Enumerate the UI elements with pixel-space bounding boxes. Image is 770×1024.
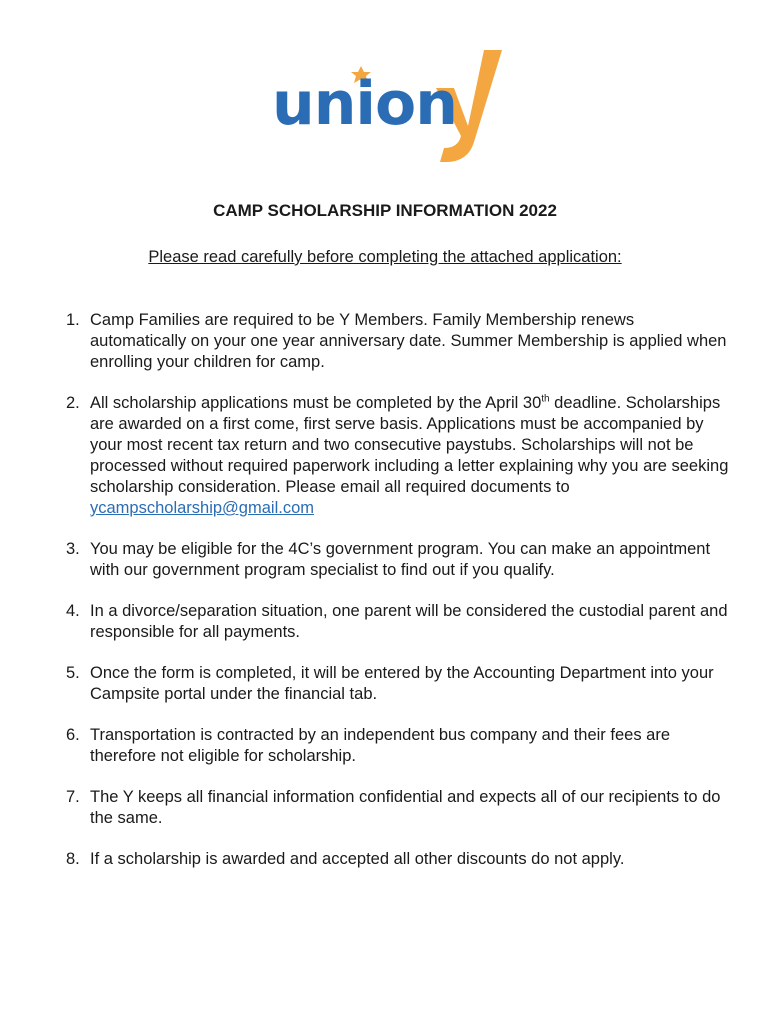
item-text: The Y keeps all financial information confidential and expects all of our recipients to do the same. [90, 788, 721, 827]
item-text: Transportation is contracted by an independent bus company and their fees are therefore not eligible for scholarship. [90, 726, 670, 765]
item-number: 4. [66, 602, 80, 620]
list-item [66, 601, 732, 643]
list-item [66, 310, 732, 373]
list-item [66, 663, 732, 705]
logo-graphic [268, 44, 508, 164]
item-text-before: All scholarship applications must be completed by the April 30 [90, 394, 542, 412]
list-item [66, 539, 732, 581]
logo-word: union [272, 69, 457, 139]
item-number: 6. [66, 726, 80, 744]
page-title: CAMP SCHOLARSHIP INFORMATION 2022 [213, 201, 557, 220]
email-link[interactable]: ycampscholarship@gmail.com [90, 499, 314, 517]
item-number: 1. [66, 311, 80, 329]
item-number: 8. [66, 850, 80, 868]
list-item [66, 725, 732, 767]
item-text: You may be eligible for the 4C’s government program. You can make an appointment with our government program specialist to find out if you qualify. [90, 540, 711, 579]
superscript: th [541, 393, 550, 405]
item-text: Camp Families are required to be Y Members. Family Membership renews automatically on your one year anniversary date. Summer Membership is applied when enrolling your children for camp. [90, 311, 727, 371]
page-subtitle: Please read carefully before completing the attached application: [148, 248, 622, 266]
item-number: 5. [66, 664, 80, 682]
item-text-after: deadline. Scholarships are awarded on a first come, first serve basis. Applications must be accompanied by your most recent tax return and two consecutive paystubs. Scholarships will not be processed without required paperwork including a letter explaining why you are seeking scholarship consideration. Please email all required documents to [90, 394, 729, 496]
info-list [66, 310, 732, 890]
item-number: 3. [66, 540, 80, 558]
item-number: 2. [66, 394, 80, 412]
list-item [66, 393, 732, 519]
list-item [66, 787, 732, 829]
item-text: In a divorce/separation situation, one parent will be considered the custodial parent and responsible for all payments. [90, 602, 728, 641]
union-y-logo [268, 44, 508, 164]
item-text: Once the form is completed, it will be entered by the Accounting Department into your Campsite portal under the financial tab. [90, 664, 714, 703]
item-text: If a scholarship is awarded and accepted all other discounts do not apply. [90, 850, 625, 868]
list-item [66, 849, 732, 870]
item-number: 7. [66, 788, 80, 806]
